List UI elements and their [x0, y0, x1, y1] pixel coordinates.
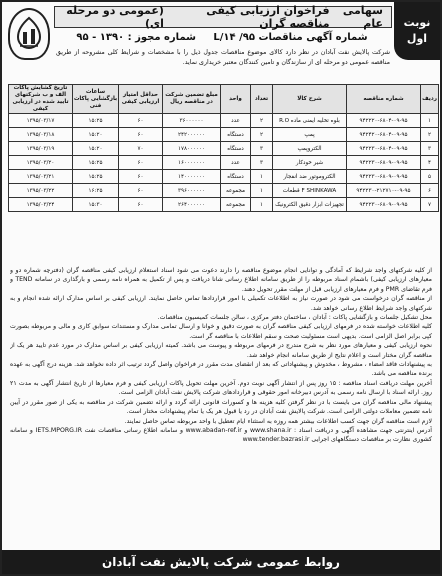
- table-row: [9, 114, 439, 128]
- table-cell: ۱۵:۲۵: [73, 156, 119, 170]
- tender-stage: (عمومی دو مرحله ای): [66, 4, 164, 30]
- table-cell: ۶۰: [119, 114, 163, 128]
- table-cell: ۱۳۹۵/۰۳/۱۹: [9, 142, 73, 156]
- table-row: [9, 198, 439, 212]
- refinery-logo-icon: [14, 16, 44, 52]
- body-paragraph: نحوه ارزیابی کیفی و معیارهای مورد نظر به شرح مندرج در فرمهای مربوطه و پیوست می باشد. کمیته ارزیابی کیفی بر اساس مدارک در مورد عدم تایید هر یک از مناقصه گران مختار است و اعلام نتایج از طریق سامانه انجام خواهد شد.: [10, 342, 432, 359]
- table-cell: ۵: [421, 170, 439, 184]
- table-cell: ۳۹۶۰۰۰۰۰۰: [163, 184, 221, 198]
- table-header-cell: تاریخ گشایش پاکات الف و ب شرکتهای تایید شده در ارزیابی کیفی: [9, 85, 73, 114]
- table-cell: ۹۴۲۲۳۰-۶۸۰۹-۰۹-۹۵: [347, 156, 421, 170]
- table-cell: ۱۶۰۰۰۰۰۰۰: [163, 156, 221, 170]
- table-cell: ۶: [421, 184, 439, 198]
- table-cell: ۱: [251, 170, 273, 184]
- table-cell: ۳: [251, 142, 273, 156]
- table-cell: ۱: [251, 184, 273, 198]
- table-cell: ۱: [251, 198, 273, 212]
- table-cell: پمپ: [273, 128, 347, 142]
- notice-title: فراخوان ارزیابی کیفی مناقصه گران: [206, 4, 330, 30]
- body-paragraph: کلیه اطلاعات خواسته شده در فرمهای ارزیابی کیفی مناقصه گران به صورت دقیق و خوانا و ارسال تمامی مدارک و مستندات سوابق کاری و مالی و مربوطه بصورت کپی برابر اصل الزامی است. بدیهی است مسئولیت صحت و سقم اطلاعات با مناقصه گر است.: [10, 323, 432, 340]
- table-row: [9, 170, 439, 184]
- table-cell: ۱۳۹۵/۰۳/۱۸: [9, 128, 73, 142]
- body-paragraph: از کلیه شرکتهای واجد شرایط که آمادگی و توانایی انجام موضوع مناقصه را دارند دعوت می شود اسناد استعلام ارزیابی کیفی مناقصه گران (دفترچه شماره دو و معیارهای ارزیابی کیفی) باشمام اسناد مربوطه را از طریق سامانه اطلاع رسانی شانا دریافت و پس از تکمیل به همراه نامه رسمی و بارگذاری در سامانه TEND و فرم تقاضای PMR و فرم معیارهای ارزیابی قبل از مهلت مقرر تحویل دهند.: [10, 267, 432, 293]
- body-paragraph: پیشنهاد مالی مناقصه گران می بایست با در نظر گرفتن کلیه هزینه ها و کسورات قانونی ارائه گردد و ارائه تضمین شرکت در مناقصه به یکی از صور مقرر در آیین نامه تضمین معاملات دولتی الزامی است. شرکت پالایش نفت آبادان در رد یا قبول هر یک یا تمام پیشنهادات مختار است.: [10, 398, 432, 416]
- table-cell: ۱۷۸۰۰۰۰۰۰: [163, 142, 221, 156]
- badge-line-2: اول: [406, 32, 428, 45]
- table-cell: ۲: [421, 128, 439, 142]
- footer-bar: [2, 550, 440, 574]
- table-row: [9, 128, 439, 142]
- table-cell: ۱۵:۲۵: [73, 170, 119, 184]
- body-paragraph: آدرس اینترنتی جهت مشاهده آگهی و دریافت اسناد : www.shana.ir و www.abadan-ref.ir و سامانه اطلاع رسانی مناقصات نفت IETS.MPORG.IR و سامانه کشوری نظارت بر مناقصات دستگاههای اجرایی www.tender.bazrasi.ir: [10, 426, 432, 444]
- notice-body: [10, 266, 432, 550]
- body-paragraph: به پیشنهادات فاقد امضاء ، مشروط ، مخدوش و پیشنهاداتی که بعد از انقضای مدت مقرر در فراخوان واصل گردد ترتیب اثر داده نخواهد شد. هزینه درج آگهی به عهده برنده مناقصه می باشد.: [10, 361, 432, 378]
- table-cell: ۲: [251, 128, 273, 142]
- table-cell: ۷: [421, 198, 439, 212]
- company-logo: [8, 8, 50, 60]
- table-cell: بلوه تخلیه ایمنی ماده R.O: [273, 114, 347, 128]
- table-header-cell: شرح کالا: [273, 85, 347, 114]
- table-cell: ۹۴۲۲۳۰-۶۸۰۹-۰۹-۹۵: [347, 198, 421, 212]
- table-cell: ۹۴۲۲۲۰-۶۸۰۴-۰۹-۹۵: [347, 114, 421, 128]
- table-cell: ۱۳۹۵/۰۳/۱۷: [9, 114, 73, 128]
- intro-paragraph: شرکت پالایش نفت آبادان در نظر دارد کالای موضوع مناقصات جدول ذیل را با مشخصات و شرایط کلی مشروحه از طریق مناقصه عمومی دو مرحله ای از سازندگان و تامین کنندگان معتبر خریداری نماید.: [56, 49, 390, 66]
- table-row: [9, 156, 439, 170]
- notice-number-line: [56, 32, 388, 46]
- table-header-cell: واحد: [221, 85, 251, 114]
- table-cell: ۹۴۲۴۲۰-۶۸۰۴-۰۹-۹۵: [347, 128, 421, 142]
- table-cell: عدد: [221, 156, 251, 170]
- table-cell: ۲۴۲۰۰۰۰۰۰: [163, 128, 221, 142]
- table-header-cell: حداقل امتیاز ارزیابی کیفی: [119, 85, 163, 114]
- table-cell: ۱۶:۲۵: [73, 184, 119, 198]
- title-bar: [54, 6, 392, 28]
- table-cell: ۶۰: [119, 184, 163, 198]
- table-cell: ۶۰: [119, 156, 163, 170]
- table-cell: ۷۰: [119, 142, 163, 156]
- table-cell: ۶۰: [119, 198, 163, 212]
- table-cell: ۹۴۲۲۳۰-۲۱۲۷۱۰-۰۹-۹۵: [347, 184, 421, 198]
- badge-line-1: نوبت: [403, 16, 431, 29]
- table-cell: ۱۳۹۵/۰۳/۲۰: [9, 156, 73, 170]
- tender-table: [8, 84, 439, 212]
- table-header-cell: مبلغ تضمین شرکت در مناقصه ریال: [163, 85, 221, 114]
- table-cell: شیر خودکار: [273, 156, 347, 170]
- table-cell: ۱۵:۳۰: [73, 198, 119, 212]
- table-header-cell: شماره مناقصه: [347, 85, 421, 114]
- round-badge: [394, 2, 440, 60]
- table-cell: الکتروموتور ضد انفجار: [273, 170, 347, 184]
- company-type: سهامی عام: [342, 4, 383, 30]
- table-header-cell: تعداد: [251, 85, 273, 114]
- body-paragraph: محل تشکیل جلسات و بازگشایی پاکات : آبادان ، ساختمان دفتر مرکزی ، سالن جلسات کمیسیون مناقصات.: [157, 314, 432, 322]
- table-cell: ۱۵:۲۰: [73, 128, 119, 142]
- table-cell: دستگاه: [221, 142, 251, 156]
- table-cell: ۲۶۴۰۰۰۰۰۰: [163, 198, 221, 212]
- table-header-cell: ردیف: [421, 85, 439, 114]
- footer-label: روابط عمومی شرکت پالایش نفت آبادان: [102, 555, 340, 569]
- table-cell: تجهیزات ابزار دقیق الکترونیک: [273, 198, 347, 212]
- table-cell: دستگاه: [221, 170, 251, 184]
- table-cell: ۲: [251, 114, 273, 128]
- body-paragraph: لازم است مناقصه گران جهت کسب اطلاعات بیشتر همه روزه به استثناء ایام تعطیل با واحد مربوطه تماس حاصل نمایند.: [124, 417, 432, 425]
- table-cell: ۱۳۹۵/۰۳/۲۲: [9, 184, 73, 198]
- table-cell: مجموعه: [221, 184, 251, 198]
- body-paragraph: آخرین مهلت دریافت اسناد مناقصه : ۱۵ روز پس از انتشار آگهی نوبت دوم. آخرین مهلت تحویل پاکات ارزیابی کیفی و فرم معیارها از تاریخ انتشار آگهی به مدت ۲۱ روز. ارائه اسناد با ارسال نامه رسمی به آدرس دبیرخانه امور حقوقی و قراردادهای شرکت پالایش نفت آبادان الزامی است.: [10, 379, 432, 397]
- table-cell: ۱۵:۲۵: [73, 114, 119, 128]
- table-cell: ۳: [251, 156, 273, 170]
- table-cell: ۶۰: [119, 128, 163, 142]
- table-cell: F SHINKAWA قطعات: [273, 184, 347, 198]
- notice-number: شماره آگهی مناقصات ۹۵/ L/۱۴: [213, 32, 368, 43]
- table-header-row: [9, 85, 439, 114]
- table-cell: ۱۵:۲۰: [73, 142, 119, 156]
- table-body: [9, 114, 439, 212]
- table-cell: ۱۴۰۰۰۰۰۰۰: [163, 170, 221, 184]
- body-paragraph: از مناقصه گران درخواست می شود در صورت نیاز به اطلاعات تکمیلی با امور قراردادها تماس حاصل نمایند. ارزیابی کیفی بر اساس مدارک ارائه شده انجام و به شرکتهای واجد شرایط اطلاع رسانی خواهد شد.: [10, 295, 432, 312]
- table-cell: ۱۳۹۵/۰۳/۲۴: [9, 198, 73, 212]
- table-cell: ۱۳۹۵/۰۳/۲۱: [9, 170, 73, 184]
- table-cell: ۹۴۲۲۳۰-۶۸۰۴-۰۹-۹۵: [347, 142, 421, 156]
- license-number: شماره مجوز : ۱۳۹۰ - ۹۵: [76, 32, 196, 43]
- table-cell: ۴: [421, 156, 439, 170]
- table-cell: ۳۶۰۰۰۰۰۰: [163, 114, 221, 128]
- table-cell: الکتروپمپ: [273, 142, 347, 156]
- table-cell: ۳: [421, 142, 439, 156]
- table-header-cell: ساعات بازگشایی پاکات فنی: [73, 85, 119, 114]
- table-row: [9, 142, 439, 156]
- table-cell: ۱: [421, 114, 439, 128]
- table-cell: دستگاه: [221, 128, 251, 142]
- table-cell: عدد: [221, 114, 251, 128]
- table-cell: ۹۴۲۲۳۰-۶۸۰۹-۰۹-۹۵: [347, 170, 421, 184]
- table-row: [9, 184, 439, 198]
- table-cell: مجموعه: [221, 198, 251, 212]
- table-cell: ۶۰: [119, 170, 163, 184]
